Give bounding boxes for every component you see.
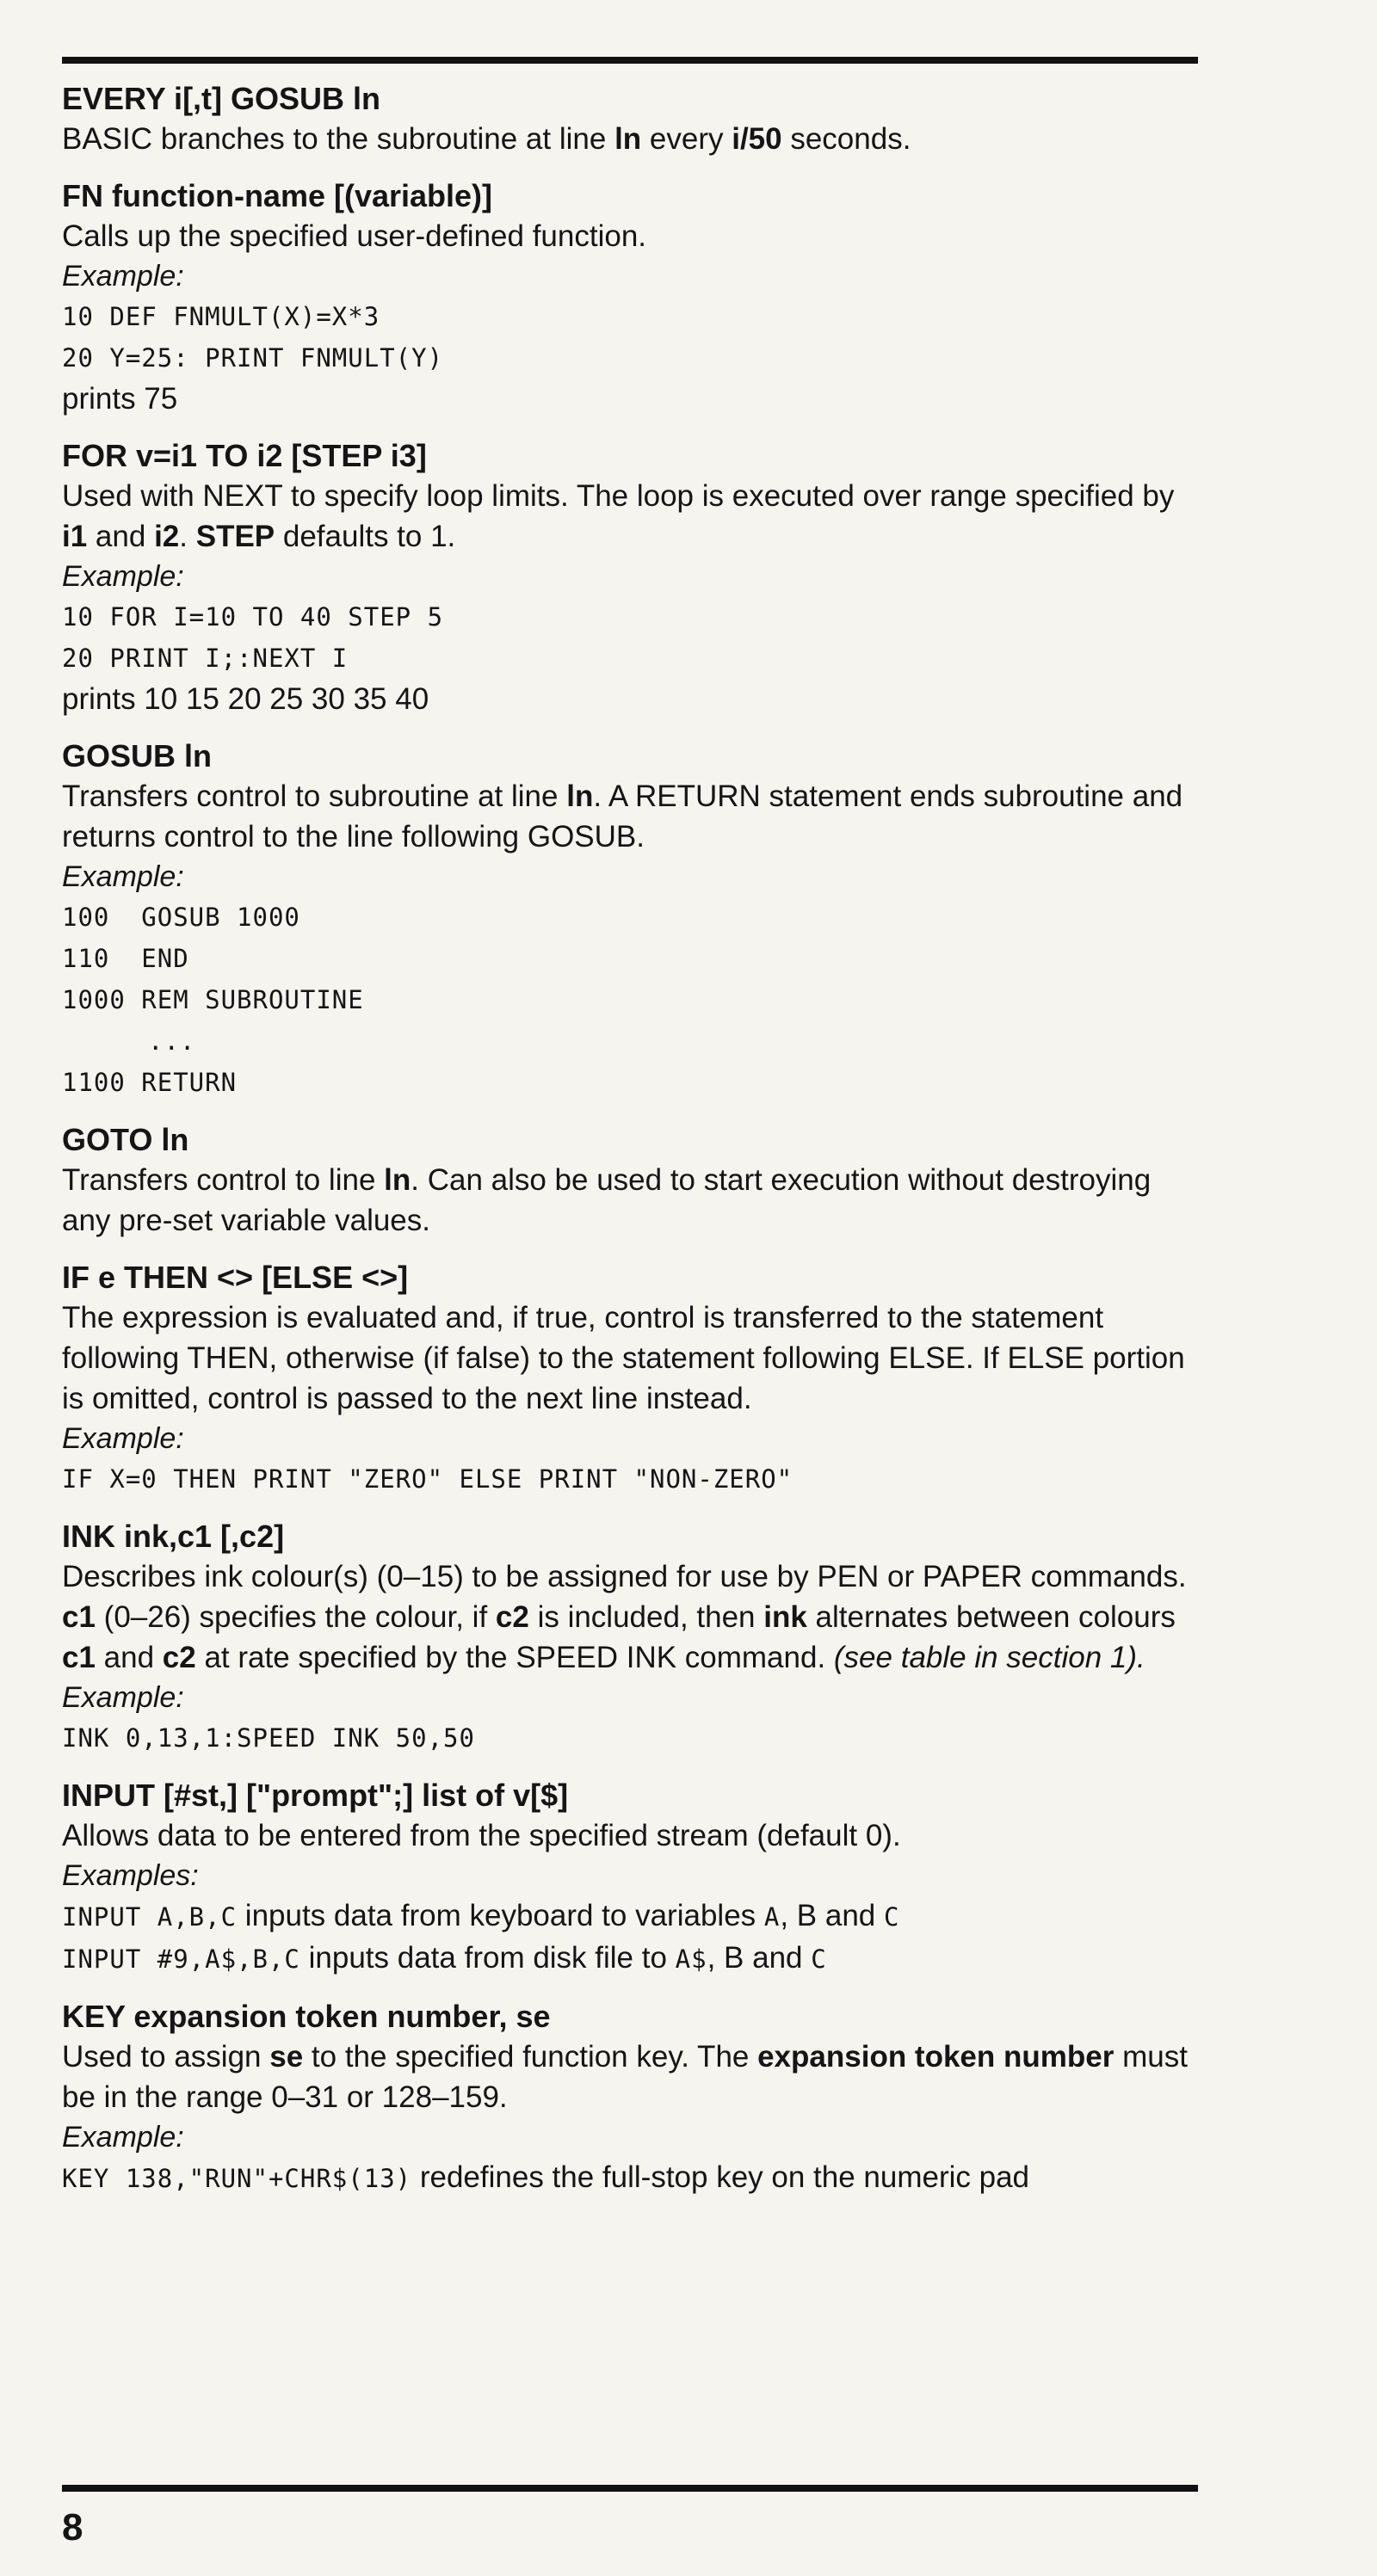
description-segment: ln [384, 1163, 411, 1197]
keyword-heading: INK ink,c1 [,c2] [62, 1519, 285, 1554]
description-segment: STEP [195, 520, 275, 553]
code-fragment: A$ [675, 1944, 707, 1974]
text-fragment: inputs data from disk file to [299, 1941, 676, 1975]
keyword-heading: EVERY i[,t] GOSUB ln [62, 81, 381, 116]
description-segment: i1 [62, 520, 88, 553]
text-fragment: , B and [780, 1899, 884, 1932]
keyword-entry [62, 1776, 1207, 1980]
keyword-entry [62, 1517, 1207, 1759]
example-line [62, 1895, 1207, 1938]
description-segment: . A RETURN statement ends subroutine and returns control to the line following GOSUB. [62, 780, 1183, 854]
keyword-reference-list [62, 79, 1207, 2216]
example-label: Example: [62, 260, 184, 293]
keyword-heading: FOR v=i1 TO i2 [STEP i3] [62, 438, 427, 473]
description-segment: is included, then [528, 1600, 764, 1634]
code-fragment: KEY 138,"RUN"+CHR$(13) [62, 2164, 412, 2193]
description-segment: expansion token number [757, 2040, 1115, 2074]
description-segment: Transfers control to line [62, 1163, 385, 1197]
code-line: 20 PRINT I;:NEXT I [62, 644, 349, 673]
page-number: 8 [62, 2506, 83, 2548]
example-output: prints 75 [62, 382, 178, 416]
description-segment: c1 [62, 1600, 96, 1634]
code-line: 10 FOR I=10 TO 40 STEP 5 [62, 602, 444, 632]
keyword-entry [62, 1258, 1207, 1500]
description-segment: and [87, 520, 155, 553]
description-segment: BASIC branches to the subroutine at line [62, 122, 615, 156]
description-segment: se [269, 2040, 304, 2074]
description-segment: seconds. [781, 122, 911, 156]
example-label: Examples: [62, 1859, 199, 1892]
keyword-description [62, 1297, 1207, 1419]
text-fragment: inputs data from keyboard to variables [237, 1899, 764, 1932]
keyword-entry [62, 436, 1207, 719]
description-segment: ink [763, 1600, 807, 1634]
code-line: 110 END [62, 944, 189, 973]
keyword-description [62, 776, 1207, 857]
keyword-description [62, 1815, 1207, 1856]
code-line: 10 DEF FNMULT(X)=X*3 [62, 302, 380, 331]
keyword-entry [62, 79, 1207, 159]
example-output: prints 10 15 20 25 30 35 40 [62, 682, 429, 716]
description-segment: must be in the range 0–31 or 128–159. [62, 2040, 1188, 2114]
example-line [62, 1938, 1207, 1980]
description-segment: c2 [495, 1600, 529, 1634]
description-segment: Used with NEXT to specify loop limits. The loop is executed over range specified by [62, 479, 1175, 513]
description-segment: Transfers control to subroutine at line [62, 780, 567, 813]
keyword-heading: IF e THEN <> [ELSE <>] [62, 1260, 409, 1295]
description-segment: ln [614, 122, 642, 156]
text-fragment: redefines the full-stop key on the numeric pad [411, 2160, 1030, 2194]
keyword-heading: INPUT [#st,] ["prompt";] list of v[$] [62, 1778, 569, 1813]
keyword-entry [62, 1120, 1207, 1241]
description-segment: Used to assign [62, 2040, 270, 2074]
description-segment: and [95, 1641, 163, 1674]
bottom-rule [62, 2485, 1198, 2492]
keyword-heading: GOSUB ln [62, 738, 213, 773]
description-segment: . [179, 520, 196, 553]
code-fragment: INPUT #9,A$,B,C [62, 1944, 300, 1974]
description-segment: at rate specified by the SPEED INK command. [195, 1641, 834, 1674]
code-fragment: A [763, 1902, 781, 1932]
top-rule [62, 57, 1198, 64]
code-line: 1100 RETURN [62, 1068, 238, 1097]
code-fragment: C [811, 1944, 827, 1974]
description-segment: Describes ink colour(s) (0–15) to be assigned for use by PEN or PAPER commands. [62, 1560, 1187, 1593]
keyword-heading: KEY expansion token number, se [62, 1999, 551, 2034]
text-fragment: , B and [707, 1941, 812, 1975]
keyword-entry [62, 1997, 1207, 2199]
keyword-entry [62, 736, 1207, 1103]
description-segment: defaults to 1. [275, 520, 456, 553]
description-segment: to the specified function key. The [303, 2040, 758, 2074]
example-label: Example: [62, 2121, 184, 2154]
code-line: IF X=0 THEN PRINT "ZERO" ELSE PRINT "NON-ZERO" [62, 1464, 793, 1494]
example-label: Example: [62, 560, 184, 593]
keyword-description [62, 119, 1207, 159]
code-line: 100 GOSUB 1000 [62, 903, 300, 932]
keyword-heading: GOTO ln [62, 1122, 189, 1157]
description-segment: (0–26) specifies the colour, if [95, 1600, 496, 1634]
code-line: 20 Y=25: PRINT FNMULT(Y) [62, 343, 444, 373]
code-fragment: C [884, 1902, 900, 1932]
keyword-description [62, 1556, 1207, 1678]
code-line: 1000 REM SUBROUTINE [62, 985, 364, 1014]
description-segment: every [641, 122, 732, 156]
code-fragment: INPUT A,B,C [62, 1902, 238, 1932]
description-segment: The expression is evaluated and, if true, control is transferred to the statement following THEN, otherwise (if false) to the statement following ELSE. If ELSE portion is omitted, control is passed to the next line instead. [62, 1301, 1185, 1415]
example-label: Example: [62, 860, 184, 893]
code-ellipsis: ... [148, 1026, 196, 1056]
description-segment: alternates between colours [806, 1600, 1176, 1634]
description-segment: i/50 [732, 122, 782, 156]
example-label: Example: [62, 1422, 184, 1455]
example-label: Example: [62, 1681, 184, 1714]
keyword-entry [62, 176, 1207, 419]
description-segment: (see table in section 1). [833, 1641, 1145, 1674]
description-segment: i2 [154, 520, 180, 553]
description-segment: Calls up the specified user-defined function. [62, 219, 647, 253]
keyword-heading: FN function-name [(variable)] [62, 178, 493, 213]
description-segment: ln [566, 780, 594, 813]
code-line: INK 0,13,1:SPEED INK 50,50 [62, 1723, 475, 1753]
keyword-description [62, 2037, 1207, 2117]
keyword-description [62, 476, 1207, 557]
keyword-description [62, 1160, 1207, 1241]
description-segment: Allows data to be entered from the specified stream (default 0). [62, 1819, 901, 1852]
description-segment: c1 [62, 1641, 96, 1674]
example-line [62, 2157, 1207, 2199]
description-segment: c2 [162, 1641, 196, 1674]
description-segment: . Can also be used to start execution without destroying any pre-set variable values. [62, 1163, 1152, 1237]
keyword-description [62, 216, 1207, 256]
